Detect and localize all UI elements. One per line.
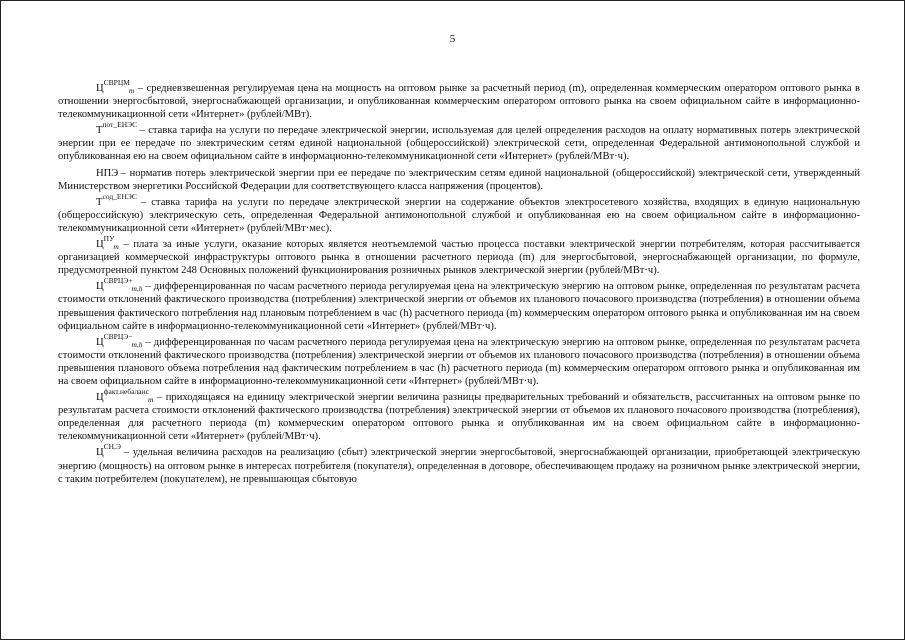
definition-paragraph xyxy=(58,276,860,332)
definition-paragraph xyxy=(58,78,860,121)
document-body xyxy=(58,78,860,489)
definition-paragraph xyxy=(58,167,860,193)
formula-symbol: $Ц^{СН,Э}$ xyxy=(96,442,121,459)
formula-symbol: НПЭ xyxy=(96,167,119,179)
definition-paragraph xyxy=(58,331,860,388)
definition-paragraph xyxy=(58,120,860,163)
formula-symbol: $Ц^{факт.небаланс}_m$ xyxy=(96,387,154,405)
definition-text: – дифференцированная по часам расчетного периода регулируемая цена на электрическую энергию на оптовом рынке, определенная по результатам расчета стоимости отклонений фактического производства (потребления) электрической энергии от объемов их планового почасового производства (потребления) в отношении объема превышения фактического потребления над плановым потреблением в час (h) расчетного периода (m) коммерческим оператором оптового рынка и опубликованная им на своем официальном сайте в информационно-телекоммуникационной сети «Интернет» (рублей/МВт·ч). xyxy=(58,281,860,332)
definition-paragraph xyxy=(58,442,860,485)
formula-symbol: $Ц^{СВРЦМ}_m$ xyxy=(96,78,135,95)
formula-symbol: $Ц^{СВРЦЭ+}_{m,h}$ xyxy=(96,276,143,294)
formula-symbol: $Ц^{ПУ}_m$ xyxy=(96,234,119,252)
definition-text: – ставка тарифа на услуги по передаче электрической энергии, используемая для целей определения расходов на оплату нормативных потерь электрической энергии при ее передаче по электрическим сетям единой национальной (общероссийской) электрической сети, определенная Федеральной антимонопольной службой и опубликованная ею на своем официальном сайте в информационно-телекоммуникационной сети «Интернет» (рублей/МВт·ч). xyxy=(58,125,860,163)
definition-text: – приходящаяся на единицу электрической энергии величина разницы предварительных требований и обязательств, рассчитанных на оптовом рынке по результатам расчета стоимости отклонений фактического производства (потребления) электрической энергии от объемов их планового почасового производства (потребления), определенная для расчетного периода (m) коммерческим оператором оптового рынка и опубликованная им на своем официальном сайте в информационно-телекоммуникационной сети «Интернет» (рублей/МВт·ч). xyxy=(58,392,860,443)
definition-paragraph xyxy=(58,234,860,277)
page-number: 5 xyxy=(449,33,456,45)
definition-text: – удельная величина расходов на реализацию (сбыт) электрической энергии энергосбытовой, энергоснабжающей организации, приобретающей электрическую энергию (мощность) на оптовом рынке в интересах потребителя (покупателя), определенная в договоре, обеспечивающем продажу на розничном рынке электрической энергии, с таким потребителем (покупателем), не превышающая сбытовую xyxy=(58,447,860,485)
definition-text: – средневзвешенная регулируемая цена на мощность на оптовом рынке за расчетный период (m), определенная коммерческим оператором оптового рынка в отношении энергосбытовой, энергоснабжающей организации, и опубликованная коммерческим оператором оптового рынка на своем официальном сайте в информационно-телекоммуникационной сети «Интернет» (рублей/МВт). xyxy=(58,83,860,121)
definition-text: – дифференцированная по часам расчетного периода регулируемая цена на электрическую энергию на оптовом рынке, определенная по результатам расчета стоимости отклонений фактического производства (потребления) электрической энергии от объемов их планового почасового производства (потребления) в отношении объема превышения планового объема потребления над фактическим потреблением в час (h) расчетного периода (m) коммерческим оператором оптового рынка и опубликованная им на своем официальном сайте в информационно-телекоммуникационной сети «Интернет» (рублей/МВт·ч). xyxy=(58,336,860,387)
definition-text: – норматив потерь электрической энергии при ее передаче по электрическим сетям единой национальной (общероссийской) электрической сети, утвержденный Министерством энергетики Российской Федерации для соответствующего класса напряжения (процентов). xyxy=(58,167,860,192)
definition-text: – плата за иные услуги, оказание которых является неотъемлемой частью процесса поставки электрической энергии потребителям, которая рассчитывается организацией коммерческой инфраструктуры оптового рынка в отношении расчетного периода (m) для энергосбытовой, энергоснабжающей организации, по формуле, предусмотренной пунктом 248 Основных положений функционирования розничных рынков электрической энергии (рублей/МВт·ч). xyxy=(58,239,860,277)
definition-text: – ставка тарифа на услуги по передаче электрической энергии на содержание объектов электросетевого хозяйства, входящих в единую национальную (общероссийскую) электрическую сеть, определенная Федеральной антимонопольной службой и опубликованная ею на своем официальном сайте в информационно-телекоммуникационной сети «Интернет» (рублей/МВт·мес). xyxy=(58,196,860,234)
formula-symbol: $Т^{пот\_ЕНЭС}$ xyxy=(96,120,138,137)
definition-paragraph xyxy=(58,387,860,443)
definition-paragraph xyxy=(58,191,860,235)
formula-symbol: $Ц^{СВРЦЭ-}_{m,h}$ xyxy=(96,331,143,349)
formula-symbol: $Т^{сод\_ЕНЭС}$ xyxy=(96,191,137,208)
